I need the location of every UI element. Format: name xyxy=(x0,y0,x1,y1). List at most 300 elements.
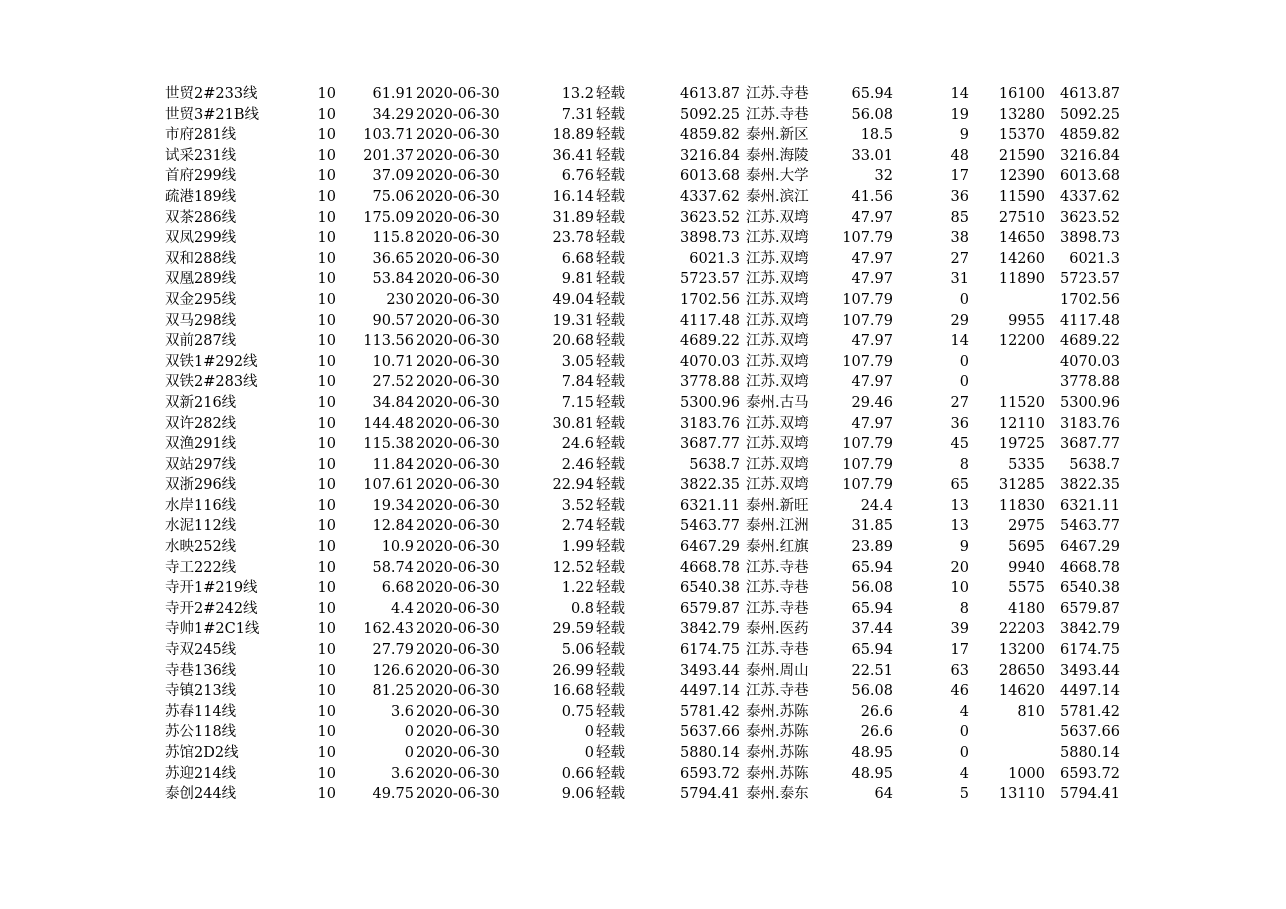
line-name-cell: 世贸2#233线 xyxy=(165,86,258,102)
status-cell: 轻载 xyxy=(596,456,625,473)
metric2-cell: 19 xyxy=(950,106,969,123)
metric2-cell: 85 xyxy=(950,209,969,226)
table-row xyxy=(0,187,1286,208)
status-cell: 轻载 xyxy=(596,580,625,597)
voltage-cell: 10 xyxy=(317,188,336,205)
metric1-cell: 33.01 xyxy=(851,147,893,164)
metric1-cell: 23.89 xyxy=(851,539,893,556)
load-cell: 75.06 xyxy=(372,188,414,205)
metric2-cell: 8 xyxy=(959,600,969,617)
date-cell: 2020-06-30 xyxy=(416,250,500,267)
table-row xyxy=(0,784,1286,805)
metric1-cell: 107.79 xyxy=(842,436,893,453)
area-cell: 江苏.双塆 xyxy=(746,230,809,247)
line-name-cell: 寺巷136线 xyxy=(165,662,237,679)
metric3-cell: 21590 xyxy=(998,147,1045,164)
rate-cell: 1.99 xyxy=(561,539,594,556)
capacity-cell: 4613.87 xyxy=(680,86,740,102)
line-name-cell: 苏春114线 xyxy=(165,703,237,720)
metric4-cell: 5723.57 xyxy=(1060,271,1120,288)
metric2-cell: 36 xyxy=(950,188,969,205)
rate-cell: 6.68 xyxy=(561,250,594,267)
metric2-cell: 5 xyxy=(959,786,969,803)
capacity-cell: 1702.56 xyxy=(680,291,740,308)
area-cell: 泰州.新区 xyxy=(746,127,809,144)
area-cell: 泰州.江洲 xyxy=(746,518,809,535)
metric1-cell: 41.56 xyxy=(851,188,893,205)
metric3-cell: 1000 xyxy=(1008,765,1045,782)
load-cell: 175.09 xyxy=(363,209,414,226)
rate-cell: 5.06 xyxy=(561,642,594,659)
voltage-cell: 10 xyxy=(317,724,336,741)
metric1-cell: 26.6 xyxy=(860,724,893,741)
status-cell: 轻载 xyxy=(596,539,625,556)
table-row xyxy=(0,619,1286,640)
line-name-cell: 双茶286线 xyxy=(165,209,237,226)
capacity-cell: 5637.66 xyxy=(680,724,740,741)
line-name-cell: 疏港189线 xyxy=(165,188,237,205)
capacity-cell: 3493.44 xyxy=(680,662,740,679)
metric4-cell: 6579.87 xyxy=(1060,600,1120,617)
status-cell: 轻载 xyxy=(596,271,625,288)
status-cell: 轻载 xyxy=(596,559,625,576)
metric2-cell: 13 xyxy=(950,518,969,535)
load-cell: 81.25 xyxy=(372,683,414,700)
rate-cell: 7.31 xyxy=(561,106,594,123)
rate-cell: 7.15 xyxy=(561,394,594,411)
date-cell: 2020-06-30 xyxy=(416,291,500,308)
area-cell: 江苏.寺巷 xyxy=(746,559,809,576)
metric3-cell: 22203 xyxy=(998,621,1045,638)
rate-cell: 16.68 xyxy=(552,683,594,700)
capacity-cell: 6013.68 xyxy=(680,168,740,185)
metric2-cell: 13 xyxy=(950,497,969,514)
load-cell: 34.84 xyxy=(372,394,414,411)
line-name-cell: 双新216线 xyxy=(165,394,237,411)
metric3-cell: 13200 xyxy=(998,642,1045,659)
rate-cell: 36.41 xyxy=(552,147,594,164)
voltage-cell: 10 xyxy=(317,786,336,803)
status-cell: 轻载 xyxy=(596,600,625,617)
metric4-cell: 3687.77 xyxy=(1060,436,1120,453)
metric1-cell: 107.79 xyxy=(842,353,893,370)
metric4-cell: 4337.62 xyxy=(1060,188,1120,205)
metric1-cell: 56.08 xyxy=(851,580,893,597)
area-cell: 泰州.医药 xyxy=(746,621,809,638)
capacity-cell: 6021.3 xyxy=(689,250,740,267)
metric1-cell: 65.94 xyxy=(851,600,893,617)
capacity-cell: 5794.41 xyxy=(680,786,740,803)
line-name-cell: 泰创244线 xyxy=(165,786,237,803)
area-cell: 江苏.双塆 xyxy=(746,477,809,494)
area-cell: 泰州.大学 xyxy=(746,168,809,185)
rate-cell: 29.59 xyxy=(552,621,594,638)
load-cell: 58.74 xyxy=(372,559,414,576)
metric4-cell: 5638.7 xyxy=(1069,456,1120,473)
load-cell: 53.84 xyxy=(372,271,414,288)
date-cell: 2020-06-30 xyxy=(416,436,500,453)
metric3-cell: 14620 xyxy=(998,683,1045,700)
area-cell: 泰州.苏陈 xyxy=(746,703,809,720)
rate-cell: 7.84 xyxy=(561,374,594,391)
metric3-cell: 5335 xyxy=(1008,456,1045,473)
metric2-cell: 38 xyxy=(950,230,969,247)
capacity-cell: 4497.14 xyxy=(680,683,740,700)
area-cell: 泰州.古马 xyxy=(746,394,809,411)
metric2-cell: 0 xyxy=(959,745,969,761)
area-cell: 江苏.双塆 xyxy=(746,456,809,473)
status-cell: 轻载 xyxy=(596,353,625,370)
table-row xyxy=(0,414,1286,435)
metric3-cell: 2975 xyxy=(1008,518,1045,535)
status-cell: 轻载 xyxy=(596,250,625,267)
load-cell: 201.37 xyxy=(363,147,414,164)
date-cell: 2020-06-30 xyxy=(416,86,500,102)
metric3-cell: 4180 xyxy=(1008,600,1045,617)
capacity-cell: 4070.03 xyxy=(680,353,740,370)
date-cell: 2020-06-30 xyxy=(416,374,500,391)
area-cell: 江苏.双塆 xyxy=(746,415,809,432)
line-name-cell: 水岸116线 xyxy=(165,497,237,514)
area-cell: 江苏.双塆 xyxy=(746,312,809,329)
voltage-cell: 10 xyxy=(317,745,336,761)
metric1-cell: 56.08 xyxy=(851,683,893,700)
line-name-cell: 双站297线 xyxy=(165,456,237,473)
rate-cell: 20.68 xyxy=(552,333,594,350)
load-cell: 6.68 xyxy=(381,580,414,597)
capacity-cell: 3898.73 xyxy=(680,230,740,247)
line-name-cell: 双马298线 xyxy=(165,312,237,329)
table-row xyxy=(0,249,1286,270)
line-name-cell: 苏迎214线 xyxy=(165,765,237,782)
status-cell: 轻载 xyxy=(596,621,625,638)
area-cell: 江苏.寺巷 xyxy=(746,106,809,123)
metric4-cell: 3623.52 xyxy=(1060,209,1120,226)
metric4-cell: 5463.77 xyxy=(1060,518,1120,535)
capacity-cell: 5723.57 xyxy=(680,271,740,288)
capacity-cell: 3183.76 xyxy=(680,415,740,432)
metric3-cell: 9940 xyxy=(1008,559,1045,576)
metric4-cell: 4117.48 xyxy=(1060,312,1120,329)
table-row xyxy=(0,125,1286,146)
metric3-cell: 16100 xyxy=(998,86,1045,102)
line-name-cell: 世贸3#21B线 xyxy=(165,106,259,123)
line-name-cell: 寺镇213线 xyxy=(165,683,237,700)
load-cell: 27.79 xyxy=(372,642,414,659)
table-row xyxy=(0,640,1286,661)
metric4-cell: 5637.66 xyxy=(1060,724,1120,741)
load-cell: 27.52 xyxy=(372,374,414,391)
capacity-cell: 3778.88 xyxy=(680,374,740,391)
table-row xyxy=(0,166,1286,187)
date-cell: 2020-06-30 xyxy=(416,188,500,205)
capacity-cell: 4859.82 xyxy=(680,127,740,144)
metric3-cell: 14650 xyxy=(998,230,1045,247)
area-cell: 泰州.周山 xyxy=(746,662,809,679)
voltage-cell: 10 xyxy=(317,250,336,267)
date-cell: 2020-06-30 xyxy=(416,333,500,350)
table-row xyxy=(0,146,1286,167)
metric3-cell: 14260 xyxy=(998,250,1045,267)
metric1-cell: 65.94 xyxy=(851,642,893,659)
load-cell: 61.91 xyxy=(372,86,414,102)
metric3-cell: 28650 xyxy=(998,662,1045,679)
metric1-cell: 24.4 xyxy=(860,497,893,514)
area-cell: 江苏.寺巷 xyxy=(746,600,809,617)
load-cell: 37.09 xyxy=(372,168,414,185)
date-cell: 2020-06-30 xyxy=(416,209,500,226)
table-row xyxy=(0,475,1286,496)
metric2-cell: 20 xyxy=(950,559,969,576)
status-cell: 轻载 xyxy=(596,312,625,329)
voltage-cell: 10 xyxy=(317,436,336,453)
capacity-cell: 6174.75 xyxy=(680,642,740,659)
metric2-cell: 39 xyxy=(950,621,969,638)
voltage-cell: 10 xyxy=(317,559,336,576)
metric1-cell: 64 xyxy=(874,786,893,803)
metric4-cell: 3778.88 xyxy=(1060,374,1120,391)
date-cell: 2020-06-30 xyxy=(416,168,500,185)
voltage-cell: 10 xyxy=(317,394,336,411)
load-cell: 162.43 xyxy=(363,621,414,638)
table-row xyxy=(0,290,1286,311)
status-cell: 轻载 xyxy=(596,106,625,123)
load-cell: 10.9 xyxy=(381,539,414,556)
date-cell: 2020-06-30 xyxy=(416,703,500,720)
metric4-cell: 6021.3 xyxy=(1069,250,1120,267)
metric4-cell: 4689.22 xyxy=(1060,333,1120,350)
load-cell: 4.4 xyxy=(390,600,414,617)
rate-cell: 3.52 xyxy=(561,497,594,514)
status-cell: 轻载 xyxy=(596,188,625,205)
status-cell: 轻载 xyxy=(596,147,625,164)
table-row xyxy=(0,105,1286,126)
load-cell: 103.71 xyxy=(363,127,414,144)
metric4-cell: 4668.78 xyxy=(1060,559,1120,576)
capacity-cell: 3842.79 xyxy=(680,621,740,638)
load-cell: 115.38 xyxy=(363,436,414,453)
metric4-cell: 5092.25 xyxy=(1060,106,1120,123)
voltage-cell: 10 xyxy=(317,580,336,597)
metric2-cell: 48 xyxy=(950,147,969,164)
voltage-cell: 10 xyxy=(317,683,336,700)
date-cell: 2020-06-30 xyxy=(416,394,500,411)
table-row xyxy=(0,743,1286,764)
metric2-cell: 0 xyxy=(959,291,969,308)
area-cell: 泰州.滨江 xyxy=(746,188,809,205)
date-cell: 2020-06-30 xyxy=(416,642,500,659)
metric4-cell: 6467.29 xyxy=(1060,539,1120,556)
rate-cell: 31.89 xyxy=(552,209,594,226)
load-cell: 115.8 xyxy=(372,230,414,247)
line-name-cell: 双和288线 xyxy=(165,250,237,267)
status-cell: 轻载 xyxy=(596,436,625,453)
load-cell: 10.71 xyxy=(372,353,414,370)
load-cell: 0 xyxy=(404,745,414,761)
metric4-cell: 3216.84 xyxy=(1060,147,1120,164)
voltage-cell: 10 xyxy=(317,291,336,308)
metric1-cell: 48.95 xyxy=(851,765,893,782)
line-name-cell: 双前287线 xyxy=(165,333,237,350)
metric4-cell: 4070.03 xyxy=(1060,353,1120,370)
table-row xyxy=(0,331,1286,352)
metric1-cell: 107.79 xyxy=(842,477,893,494)
metric2-cell: 9 xyxy=(959,127,969,144)
area-cell: 泰州.苏陈 xyxy=(746,724,809,741)
metric4-cell: 5794.41 xyxy=(1060,786,1120,803)
load-cell: 36.65 xyxy=(372,250,414,267)
metric3-cell: 810 xyxy=(1017,703,1045,720)
voltage-cell: 10 xyxy=(317,518,336,535)
status-cell: 轻载 xyxy=(596,168,625,185)
metric4-cell: 6321.11 xyxy=(1060,497,1120,514)
voltage-cell: 10 xyxy=(317,147,336,164)
voltage-cell: 10 xyxy=(317,477,336,494)
metric2-cell: 9 xyxy=(959,539,969,556)
capacity-cell: 6467.29 xyxy=(680,539,740,556)
area-cell: 泰州.海陵 xyxy=(746,147,809,164)
voltage-cell: 10 xyxy=(317,106,336,123)
date-cell: 2020-06-30 xyxy=(416,106,500,123)
metric4-cell: 6174.75 xyxy=(1060,642,1120,659)
voltage-cell: 10 xyxy=(317,662,336,679)
capacity-cell: 3623.52 xyxy=(680,209,740,226)
metric2-cell: 4 xyxy=(959,703,969,720)
table-row xyxy=(0,681,1286,702)
voltage-cell: 10 xyxy=(317,415,336,432)
metric1-cell: 31.85 xyxy=(851,518,893,535)
area-cell: 泰州.红旗 xyxy=(746,539,809,556)
date-cell: 2020-06-30 xyxy=(416,724,500,741)
metric1-cell: 37.44 xyxy=(851,621,893,638)
metric4-cell: 3898.73 xyxy=(1060,230,1120,247)
table-row xyxy=(0,352,1286,373)
date-cell: 2020-06-30 xyxy=(416,683,500,700)
status-cell: 轻载 xyxy=(596,291,625,308)
status-cell: 轻载 xyxy=(596,765,625,782)
metric1-cell: 107.79 xyxy=(842,312,893,329)
date-cell: 2020-06-30 xyxy=(416,559,500,576)
voltage-cell: 10 xyxy=(317,209,336,226)
metric4-cell: 4497.14 xyxy=(1060,683,1120,700)
status-cell: 轻载 xyxy=(596,703,625,720)
capacity-cell: 6540.38 xyxy=(680,580,740,597)
rate-cell: 9.81 xyxy=(561,271,594,288)
date-cell: 2020-06-30 xyxy=(416,539,500,556)
status-cell: 轻载 xyxy=(596,724,625,741)
metric3-cell: 13280 xyxy=(998,106,1045,123)
load-cell: 34.29 xyxy=(372,106,414,123)
date-cell: 2020-06-30 xyxy=(416,477,500,494)
voltage-cell: 10 xyxy=(317,86,336,102)
metric3-cell: 11590 xyxy=(998,188,1045,205)
date-cell: 2020-06-30 xyxy=(416,600,500,617)
voltage-cell: 10 xyxy=(317,374,336,391)
table-row xyxy=(0,599,1286,620)
capacity-cell: 5463.77 xyxy=(680,518,740,535)
voltage-cell: 10 xyxy=(317,312,336,329)
load-cell: 0 xyxy=(404,724,414,741)
status-cell: 轻载 xyxy=(596,394,625,411)
metric1-cell: 18.5 xyxy=(860,127,893,144)
metric3-cell: 9955 xyxy=(1008,312,1045,329)
status-cell: 轻载 xyxy=(596,683,625,700)
metric2-cell: 14 xyxy=(950,333,969,350)
load-cell: 107.61 xyxy=(363,477,414,494)
capacity-cell: 6593.72 xyxy=(680,765,740,782)
metric1-cell: 65.94 xyxy=(851,559,893,576)
line-name-cell: 双铁1#292线 xyxy=(165,353,258,370)
line-name-cell: 寺双245线 xyxy=(165,642,237,659)
metric2-cell: 63 xyxy=(950,662,969,679)
voltage-cell: 10 xyxy=(317,127,336,144)
line-name-cell: 水映252线 xyxy=(165,539,237,556)
metric1-cell: 47.97 xyxy=(851,374,893,391)
metric3-cell: 11890 xyxy=(998,271,1045,288)
table-row xyxy=(0,537,1286,558)
table-row xyxy=(0,496,1286,517)
metric4-cell: 6593.72 xyxy=(1060,765,1120,782)
capacity-cell: 5092.25 xyxy=(680,106,740,123)
line-name-cell: 市府281线 xyxy=(165,127,237,144)
rate-cell: 13.2 xyxy=(561,86,594,102)
table-row xyxy=(0,764,1286,785)
rate-cell: 19.31 xyxy=(552,312,594,329)
load-cell: 3.6 xyxy=(390,703,414,720)
metric3-cell: 27510 xyxy=(998,209,1045,226)
metric1-cell: 47.97 xyxy=(851,209,893,226)
metric1-cell: 26.6 xyxy=(860,703,893,720)
line-name-cell: 双渔291线 xyxy=(165,436,237,453)
metric2-cell: 29 xyxy=(950,312,969,329)
capacity-cell: 4668.78 xyxy=(680,559,740,576)
table-row xyxy=(0,208,1286,229)
table-row xyxy=(0,84,1286,105)
date-cell: 2020-06-30 xyxy=(416,353,500,370)
capacity-cell: 3822.35 xyxy=(680,477,740,494)
voltage-cell: 10 xyxy=(317,642,336,659)
area-cell: 江苏.双塆 xyxy=(746,271,809,288)
metric1-cell: 22.51 xyxy=(851,662,893,679)
capacity-cell: 5781.42 xyxy=(680,703,740,720)
rate-cell: 2.46 xyxy=(561,456,594,473)
metric2-cell: 65 xyxy=(950,477,969,494)
table-row xyxy=(0,661,1286,682)
status-cell: 轻载 xyxy=(596,415,625,432)
metric1-cell: 47.97 xyxy=(851,271,893,288)
line-name-cell: 双浙296线 xyxy=(165,477,237,494)
metric4-cell: 3493.44 xyxy=(1060,662,1120,679)
capacity-cell: 5880.14 xyxy=(680,745,740,761)
line-name-cell: 试采231线 xyxy=(165,147,237,164)
rate-cell: 2.74 xyxy=(561,518,594,535)
area-cell: 泰州.泰东 xyxy=(746,786,809,803)
metric2-cell: 36 xyxy=(950,415,969,432)
status-cell: 轻载 xyxy=(596,745,625,761)
metric3-cell: 12110 xyxy=(998,415,1045,432)
voltage-cell: 10 xyxy=(317,765,336,782)
metric3-cell: 5575 xyxy=(1008,580,1045,597)
metric2-cell: 46 xyxy=(950,683,969,700)
metric3-cell: 31285 xyxy=(998,477,1045,494)
table-row xyxy=(0,558,1286,579)
load-cell: 126.6 xyxy=(372,662,414,679)
rate-cell: 24.6 xyxy=(561,436,594,453)
rate-cell: 18.89 xyxy=(552,127,594,144)
rate-cell: 0.8 xyxy=(570,600,594,617)
status-cell: 轻载 xyxy=(596,477,625,494)
line-name-cell: 寺帅1#2C1线 xyxy=(165,621,260,638)
